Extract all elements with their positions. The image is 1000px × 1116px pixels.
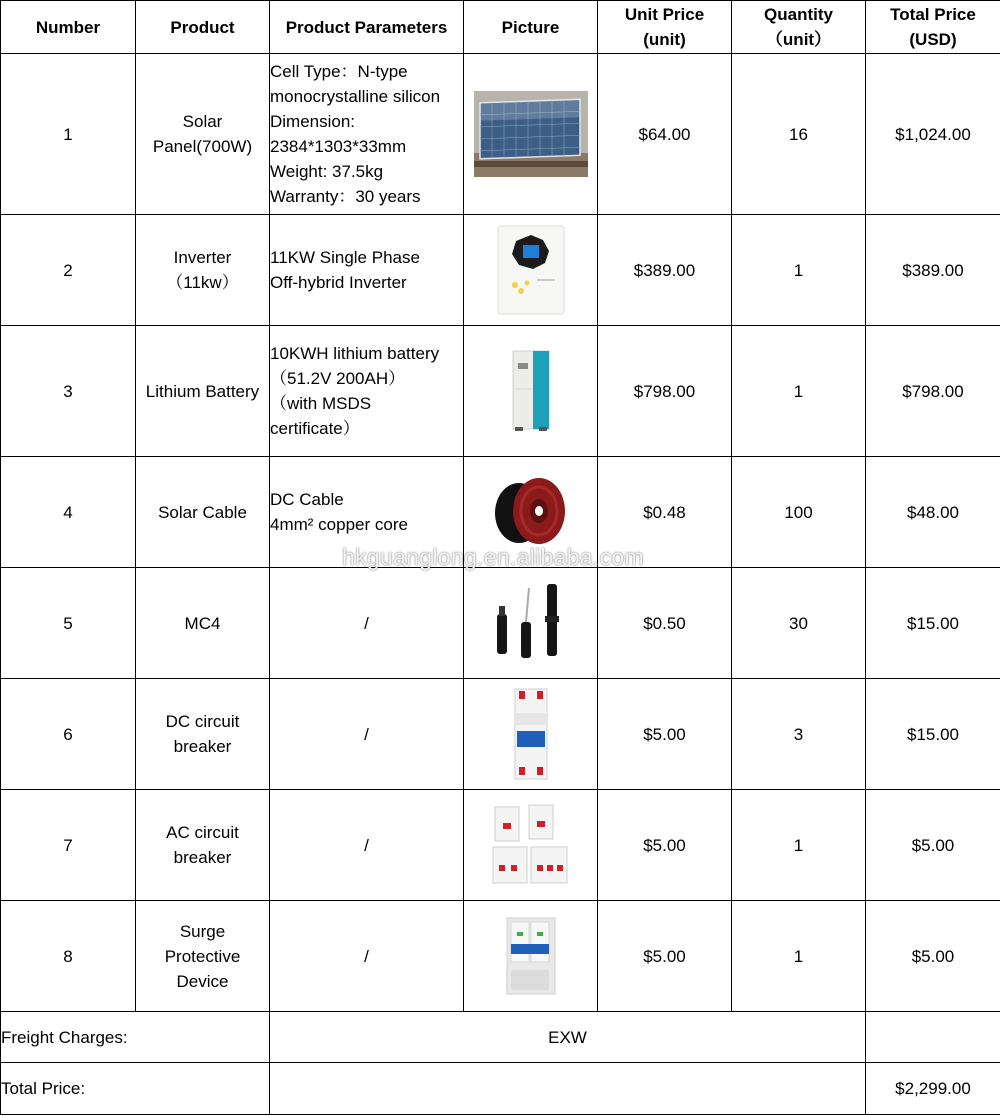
- surge-protector-photo: [501, 914, 561, 998]
- product-name: Inverter （11kw）: [136, 215, 270, 326]
- total-price: $15.00: [866, 568, 1000, 679]
- unit-price: $5.00: [598, 790, 732, 901]
- watermark: hkguanglong.en.alibaba.com: [342, 544, 644, 570]
- quantity: 1: [732, 215, 866, 326]
- row-number: 2: [1, 215, 136, 326]
- quantity: 1: [732, 901, 866, 1012]
- table-row: [1, 679, 1000, 790]
- product-picture: [464, 679, 598, 790]
- header-quantity: Quantity （unit）: [732, 1, 866, 54]
- quantity: 1: [732, 790, 866, 901]
- product-params: /: [270, 568, 464, 679]
- header-product: Product: [136, 1, 270, 54]
- total-row: [1, 1063, 1000, 1115]
- row-number: 5: [1, 568, 136, 679]
- dc-breaker-photo: [511, 687, 551, 781]
- table-row: [1, 54, 1000, 215]
- table-row: [1, 326, 1000, 457]
- row-number: 1: [1, 54, 136, 215]
- unit-price: $0.48: [598, 457, 732, 568]
- product-params: Cell Type：N-type monocrystalline silicon Dimension: 2384*1303*33mm Weight: 37.5kg Warranty：30 years: [270, 54, 464, 215]
- unit-price: $798.00: [598, 326, 732, 457]
- product-picture: [464, 568, 598, 679]
- grand-total: $2,299.00: [866, 1063, 1000, 1115]
- header-row: [1, 1, 1000, 54]
- product-params: /: [270, 901, 464, 1012]
- product-picture: [464, 901, 598, 1012]
- unit-price: $389.00: [598, 215, 732, 326]
- row-number: 4: [1, 457, 136, 568]
- unit-price: $5.00: [598, 679, 732, 790]
- total-price: $15.00: [866, 679, 1000, 790]
- header-picture: Picture: [464, 1, 598, 54]
- quantity: 1: [732, 326, 866, 457]
- product-params: DC Cable 4mm² copper core: [270, 457, 464, 568]
- header-number: Number: [1, 1, 136, 54]
- unit-price: $0.50: [598, 568, 732, 679]
- freight-row: [1, 1012, 1000, 1063]
- ac-breaker-photo: [491, 803, 571, 887]
- mc4-connector-photo: [489, 576, 573, 670]
- total-price: $1,024.00: [866, 54, 1000, 215]
- product-params: /: [270, 679, 464, 790]
- product-params: /: [270, 790, 464, 901]
- table-row: [1, 790, 1000, 901]
- cable-photo: [489, 475, 573, 549]
- total-spacer-cell: [270, 1063, 866, 1115]
- freight-label: Freight Charges:: [1, 1012, 270, 1063]
- product-name: Lithium Battery: [136, 326, 270, 457]
- total-price: $5.00: [866, 790, 1000, 901]
- row-number: 8: [1, 901, 136, 1012]
- unit-price: $5.00: [598, 901, 732, 1012]
- row-number: 7: [1, 790, 136, 901]
- unit-price: $64.00: [598, 54, 732, 215]
- header-params: Product Parameters: [270, 1, 464, 54]
- product-name: MC4: [136, 568, 270, 679]
- solar-panel-photo: [474, 91, 588, 177]
- total-price: $5.00: [866, 901, 1000, 1012]
- table-row: [1, 215, 1000, 326]
- product-picture: [464, 215, 598, 326]
- product-params: 10KWH lithium battery （51.2V 200AH） （with MSDS certificate）: [270, 326, 464, 457]
- inverter-photo: [497, 225, 565, 315]
- product-name: Solar Cable: [136, 457, 270, 568]
- freight-total-cell: [866, 1012, 1000, 1063]
- product-name: Solar Panel(700W): [136, 54, 270, 215]
- product-params: 11KW Single Phase Off-hybrid Inverter: [270, 215, 464, 326]
- product-name: Surge Protective Device: [136, 901, 270, 1012]
- product-name: DC circuit breaker: [136, 679, 270, 790]
- quantity: 30: [732, 568, 866, 679]
- product-picture: [464, 790, 598, 901]
- total-price: $48.00: [866, 457, 1000, 568]
- product-name: AC circuit breaker: [136, 790, 270, 901]
- table-row: [1, 901, 1000, 1012]
- header-total-price: Total Price (USD): [866, 1, 1000, 54]
- freight-value: EXW: [270, 1012, 866, 1063]
- quantity: 3: [732, 679, 866, 790]
- battery-photo: [509, 349, 553, 433]
- quantity: 100: [732, 457, 866, 568]
- header-unit-price: Unit Price (unit): [598, 1, 732, 54]
- row-number: 6: [1, 679, 136, 790]
- total-price: $389.00: [866, 215, 1000, 326]
- quantity: 16: [732, 54, 866, 215]
- table-row: [1, 568, 1000, 679]
- product-picture: [464, 54, 598, 215]
- total-price: $798.00: [866, 326, 1000, 457]
- row-number: 3: [1, 326, 136, 457]
- total-label: Total Price:: [1, 1063, 270, 1115]
- product-picture: [464, 326, 598, 457]
